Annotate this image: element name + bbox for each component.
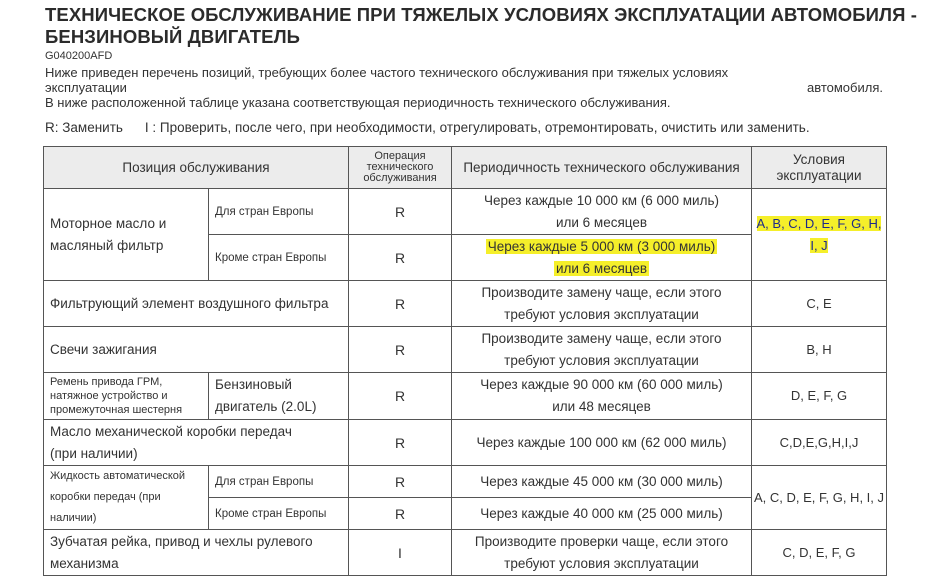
gearbox-oil-operation: R (349, 420, 452, 466)
oil-eu-region: Для стран Европы (209, 189, 349, 235)
header-period: Периодичность технического обслуживания (452, 147, 752, 189)
steering-period (452, 530, 752, 576)
air-filter-conditions: C, E (752, 281, 887, 327)
gearbox-oil-item-1: Масло механической коробки передач (50, 423, 292, 439)
atf-conditions: A, C, D, E, F, G, H, I, J (752, 466, 887, 530)
timing-belt-item: Ремень привода ГРМ, натяжное устройство и промежуточная шестерня (44, 373, 209, 420)
table-row (44, 189, 887, 235)
air-filter-period-1: Производите замену чаще, если этого (481, 284, 722, 300)
oil-other-region: Кроме стран Европы (209, 235, 349, 281)
air-filter-period-2: требуют условия эксплуатации (504, 306, 699, 322)
spark-plugs-operation: R (349, 327, 452, 373)
oil-conditions-value: A, B, C, D, E, F, G, H, I, J (756, 215, 882, 253)
oil-eu-period-1: Через каждые 10 000 км (6 000 миль) (484, 192, 719, 208)
document-code: G040200AFD (45, 50, 113, 62)
header-item: Позиция обслуживания (44, 147, 349, 189)
table-header-row (44, 147, 887, 189)
intro-text (45, 65, 883, 110)
page-title: ТЕХНИЧЕСКОЕ ОБСЛУЖИВАНИЕ ПРИ ТЯЖЕЛЫХ УСЛОВИЯХ ЭКСПЛУАТАЦИИ АВТОМОБИЛЯ - БЕНЗИНОВЫЙ ДВИГАТЕЛЬ (45, 4, 918, 47)
intro-line-1-right: автомобиля. (806, 80, 883, 95)
steering-item: Зубчатая рейка, привод и чехлы рулевого механизма (44, 530, 349, 576)
legend (45, 120, 885, 135)
steering-period-1: Производите проверки чаще, если этого (474, 533, 729, 549)
spark-plugs-period-2: требуют условия эксплуатации (504, 352, 699, 368)
steering-period-2: требуют условия эксплуатации (504, 555, 699, 571)
timing-belt-period (452, 373, 752, 420)
oil-other-period-2: или 6 месяцев (555, 260, 648, 276)
legend-inspect: I : Проверить, после чего, при необходимости, отрегулировать, отремонтировать, очистить или заменить. (144, 120, 810, 135)
timing-belt-period-1: Через каждые 90 000 км (60 000 миль) (480, 377, 723, 392)
oil-eu-operation: R (349, 189, 452, 235)
atf-eu-period: Через каждые 45 000 км (30 000 миль) (452, 466, 752, 498)
table-row (44, 420, 887, 466)
atf-other-region: Кроме стран Европы (209, 498, 349, 530)
oil-eu-period (452, 189, 752, 235)
steering-operation: I (349, 530, 452, 576)
oil-item: Моторное масло и масляный фильтр (44, 189, 209, 281)
air-filter-period (452, 281, 752, 327)
intro-line-1-end: эксплуатации (45, 80, 127, 95)
timing-belt-operation: R (349, 373, 452, 420)
atf-other-period: Через каждые 40 000 км (25 000 миль) (452, 498, 752, 530)
timing-belt-conditions: D, E, F, G (752, 373, 887, 420)
legend-replace: R: Заменить (45, 120, 123, 135)
intro-line-2: В ниже расположенной таблице указана соответствующая периодичность технического обслуживания. (45, 95, 671, 110)
timing-belt-engine: Бензиновый двигатель (2.0L) (209, 373, 349, 420)
table-row (44, 466, 887, 498)
spark-plugs-item: Свечи зажигания (44, 327, 349, 373)
steering-conditions: C, D, E, F, G (752, 530, 887, 576)
header-operation: Операция технического обслуживания (349, 147, 452, 189)
air-filter-operation: R (349, 281, 452, 327)
gearbox-oil-item-2: (при наличии) (50, 445, 138, 461)
atf-eu-region: Для стран Европы (209, 466, 349, 498)
air-filter-item: Фильтрующий элемент воздушного фильтра (44, 281, 349, 327)
header-conditions: Условия эксплуатации (752, 147, 887, 189)
spark-plugs-conditions: B, H (752, 327, 887, 373)
oil-conditions (752, 189, 887, 281)
intro-line-1: Ниже приведен перечень позиций, требующих более частого технического обслуживания при тяжелых условиях (45, 65, 729, 80)
oil-eu-period-2: или 6 месяцев (555, 214, 648, 230)
oil-other-period-1: Через каждые 5 000 км (3 000 миль) (487, 238, 716, 254)
atf-item: Жидкость автоматической коробки передач (при наличии) (44, 466, 209, 530)
table-row (44, 530, 887, 576)
gearbox-oil-conditions: C,D,E,G,H,I,J (752, 420, 887, 466)
atf-eu-operation: R (349, 466, 452, 498)
oil-other-operation: R (349, 235, 452, 281)
gearbox-oil-period: Через каждые 100 000 км (62 000 миль) (452, 420, 752, 466)
atf-other-operation: R (349, 498, 452, 530)
table-row (44, 373, 887, 420)
table-row (44, 327, 887, 373)
spark-plugs-period (452, 327, 752, 373)
oil-other-period (452, 235, 752, 281)
table-row (44, 281, 887, 327)
maintenance-table (43, 146, 887, 576)
spark-plugs-period-1: Производите замену чаще, если этого (481, 330, 722, 346)
gearbox-oil-item (44, 420, 349, 466)
timing-belt-period-2: или 48 месяцев (552, 399, 651, 414)
